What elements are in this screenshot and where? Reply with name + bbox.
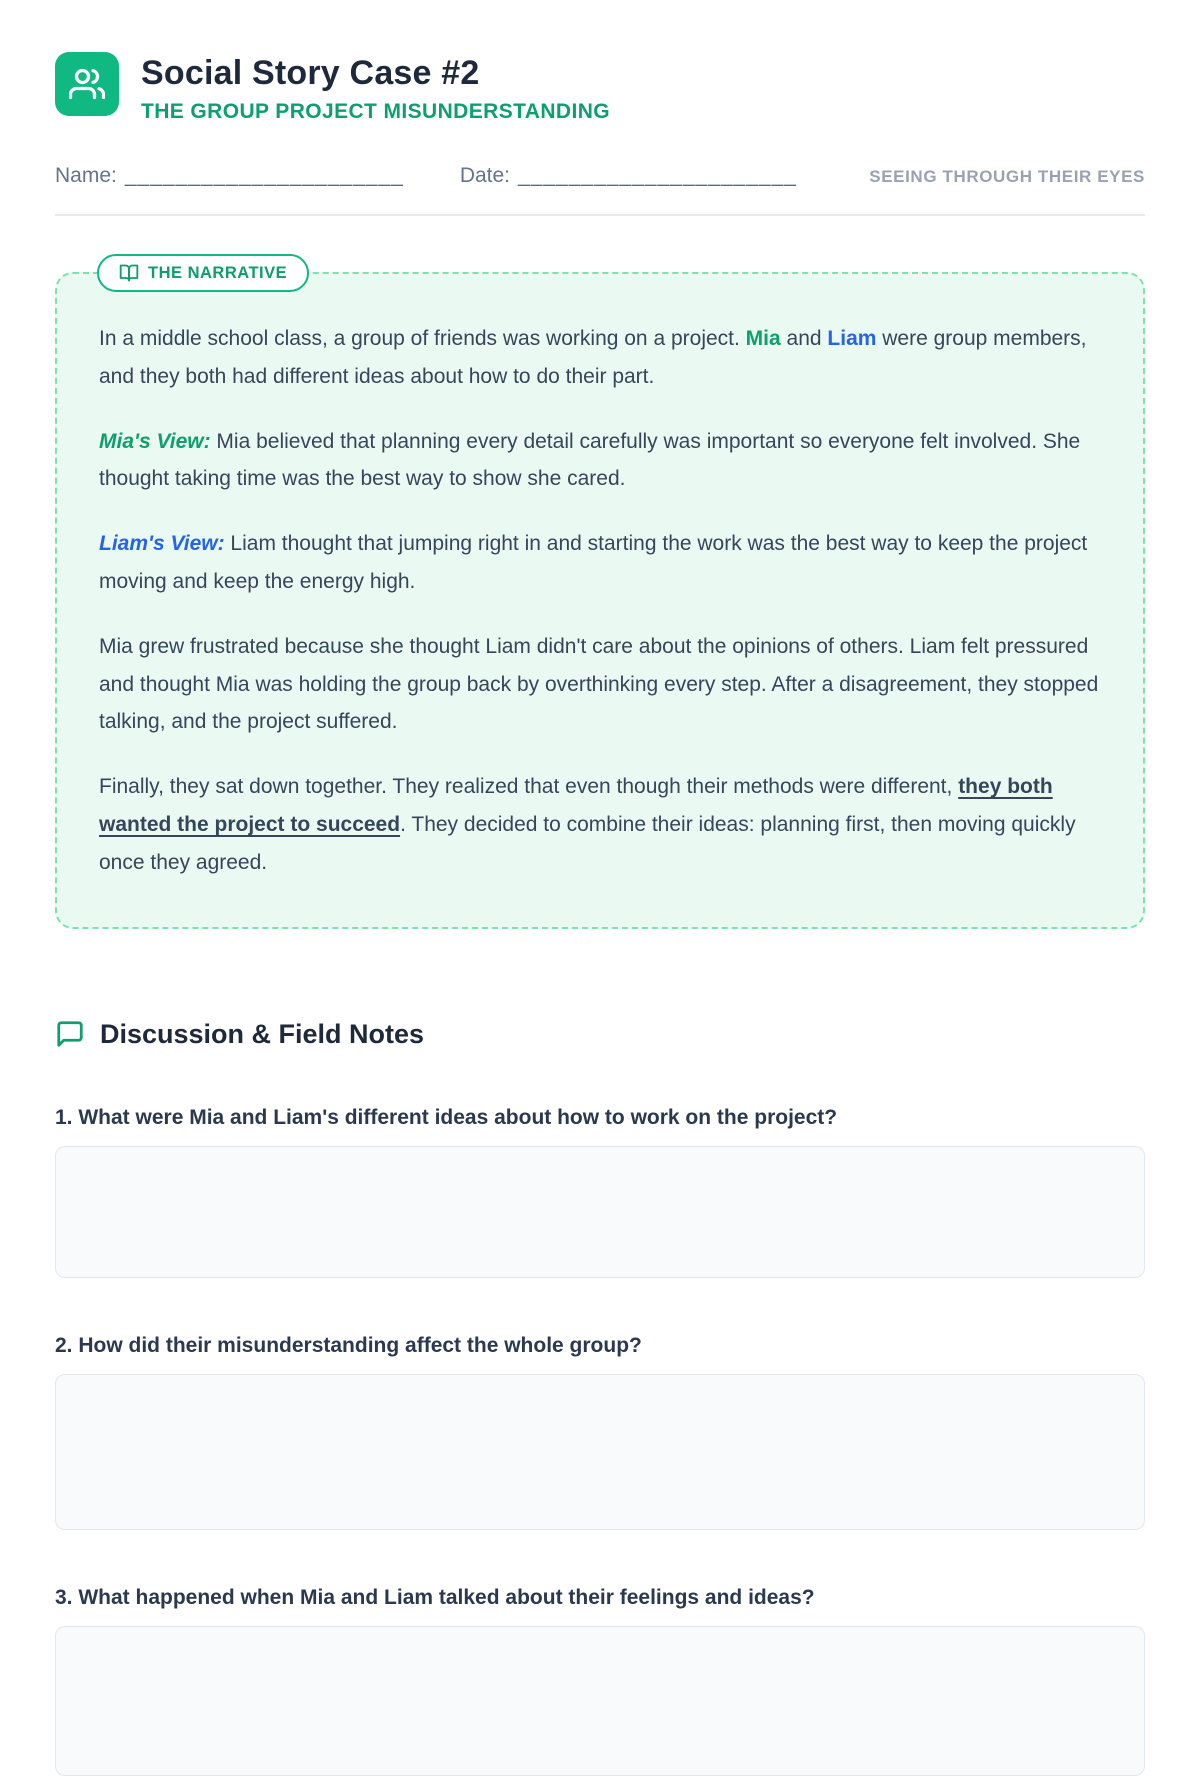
question-3-label: 3. What happened when Mia and Liam talked about their feelings and ideas? [55, 1585, 815, 1609]
narrative-body [99, 320, 1101, 882]
narrative-box [55, 263, 1145, 929]
discussion-heading-row [55, 1019, 1145, 1050]
speech-bubble-icon [55, 1019, 85, 1049]
name-blank-line[interactable]: ______________________ [124, 164, 404, 187]
header [55, 52, 1145, 124]
emphasized-phrase: they both wanted the project to succeed [99, 775, 1053, 836]
name-label: Name: [55, 164, 117, 187]
question-2-label: 2. How did their misunderstanding affect the whole group? [55, 1333, 642, 1357]
narrative-paragraph-5 [99, 768, 1101, 881]
narrative-paragraph-1 [99, 320, 1101, 396]
narrative-badge [97, 254, 309, 292]
meta-row [55, 164, 1145, 188]
users-icon [55, 52, 119, 116]
header-divider [55, 214, 1145, 216]
liam-view-label: Liam's View: [99, 532, 225, 556]
worksheet-page [0, 52, 1200, 1776]
narrative-text: Finally, they sat down together. They realized that even though their methods were different, [99, 775, 959, 799]
discussion-heading: Discussion & Field Notes [100, 1018, 425, 1049]
narrative-paragraph-4: Mia grew frustrated because she thought Liam didn't care about the opinions of others. Liam felt pressured and thought Mia was holding the group back by overthinking every step. After a disagreement, they stopped talking, and the project suffered. [99, 634, 1099, 734]
narrative-text: and [780, 327, 828, 350]
question-1-label: 1. What were Mia and Liam's different ideas about how to work on the project? [55, 1105, 838, 1129]
narrative-text: were group members, and they both had different ideas about how to do their part. [99, 327, 1087, 388]
mia-name-highlight: Mia [745, 327, 781, 350]
tagline: SEEING THROUGH THEIR EYES [869, 167, 1145, 186]
question-1-answer-box[interactable] [55, 1146, 1145, 1278]
narrative-text: Liam thought that jumping right in and starting the work was the best way to keep the project moving and keep the energy high. [99, 532, 1088, 593]
page-title: Social Story Case #2 [141, 54, 480, 92]
narrative-badge-label: THE NARRATIVE [148, 263, 288, 282]
page-subtitle: THE GROUP PROJECT MISUNDERSTANDING [141, 100, 611, 123]
question-2-answer-box[interactable] [55, 1374, 1145, 1530]
date-label: Date: [459, 164, 511, 187]
narrative-paragraph-2 [99, 423, 1101, 499]
narrative-text: In a middle school class, a group of friends was working on a project. [99, 327, 746, 350]
narrative-text: . They decided to combine their ideas: planning first, then moving quickly once they agreed. [99, 812, 1076, 874]
narrative-text: Mia believed that planning every detail carefully was important so everyone felt involved. She thought taking time was the best way to show she cared. [99, 429, 1081, 491]
book-open-icon [119, 263, 139, 283]
title-block [141, 52, 610, 124]
liam-name-highlight: Liam [827, 327, 877, 350]
narrative-paragraph-3 [99, 525, 1101, 601]
date-blank-line[interactable]: ______________________ [518, 164, 797, 187]
discussion-section [55, 1019, 1145, 1776]
question-3-answer-box[interactable] [55, 1626, 1145, 1776]
mia-view-label: Mia's View: [99, 429, 211, 453]
